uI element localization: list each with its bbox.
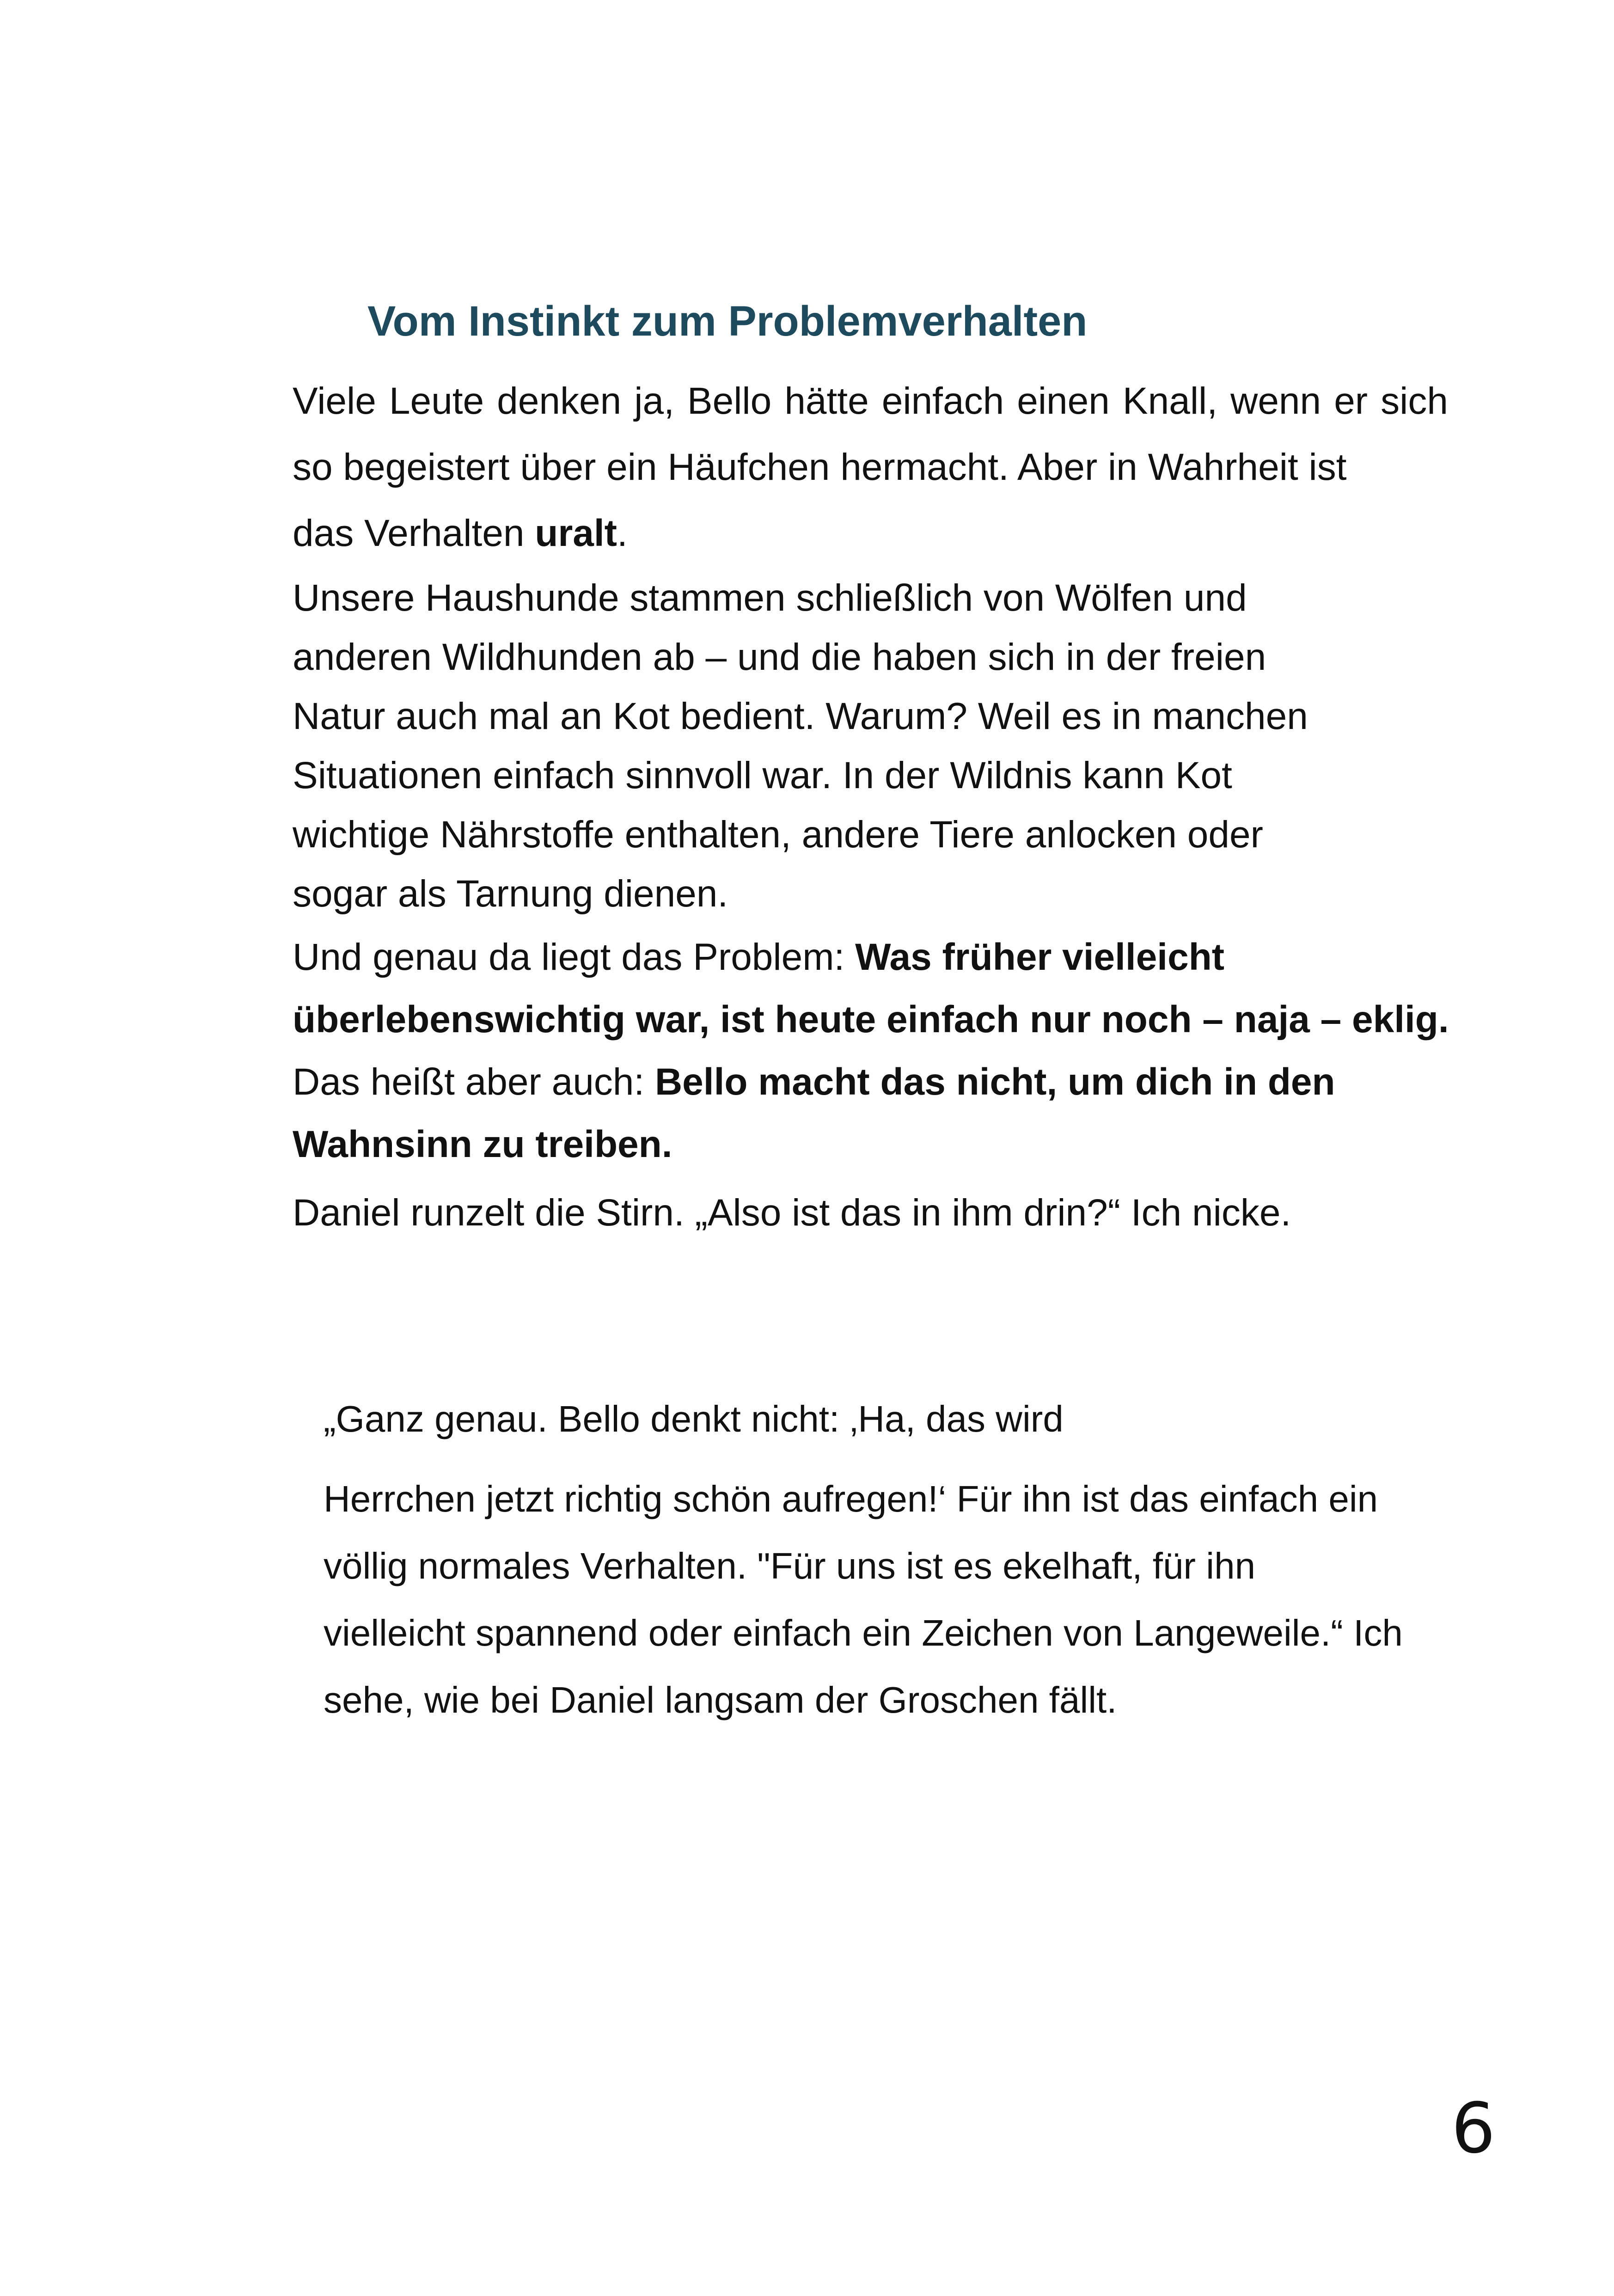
paragraph-daniel: Daniel runzelt die Stirn. „Also ist das in ihm drin?“ Ich nicke. (293, 1192, 1291, 1234)
paragraph-problem-line-1 (293, 926, 1494, 988)
paragraph-intro-line-1: Viele Leute denken ja, Bello hätte einfach einen Knall, wenn er sich (293, 380, 1448, 422)
emphasis-uralt: uralt (535, 512, 617, 554)
paragraph-problem (293, 926, 1494, 1176)
paragraph-intro-line-3-prefix: das Verhalten (293, 512, 535, 554)
paragraph-problem-line-2 (293, 988, 1494, 1051)
paragraph-problem-line-4-bold: Wahnsinn zu treiben. (293, 1123, 672, 1165)
quote-body (324, 1465, 1456, 1733)
paragraph-problem-line-3 (293, 1051, 1494, 1113)
paragraph-origin-line-5: wichtige Nährstoffe enthalten, andere Tiere anlocken oder (293, 814, 1263, 856)
section-heading: Vom Instinkt zum Problemverhalten (367, 298, 1088, 345)
paragraph-origin-line-1: Unsere Haushunde stammen schließlich von Wölfen und (293, 577, 1247, 619)
paragraph-intro-line-3-suffix: . (617, 512, 628, 554)
quote-intro: „Ganz genau. Bello denkt nicht: ‚Ha, das wird (324, 1398, 1064, 1439)
paragraph-problem-line-1-prefix: Und genau da liegt das Problem: (293, 936, 856, 978)
paragraph-origin (293, 569, 1448, 924)
paragraph-problem-line-4 (293, 1113, 1494, 1176)
quote-body-line-1: Herrchen jetzt richtig schön aufregen!‘ Für ihn ist das einfach ein (324, 1478, 1378, 1519)
paragraph-intro-line-2: so begeistert über ein Häufchen hermacht. Aber in Wahrheit ist (293, 446, 1347, 488)
paragraph-origin-line-2: anderen Wildhunden ab – und die haben sich in der freien (293, 636, 1266, 678)
quote-body-line-2: völlig normales Verhalten. "Für uns ist es ekelhaft, für ihn (324, 1545, 1256, 1586)
paragraph-intro (293, 368, 1448, 566)
quote-body-line-4: sehe, wie bei Daniel langsam der Groschen fällt. (324, 1679, 1117, 1720)
paragraph-problem-line-1-bold: Was früher vielleicht (855, 936, 1225, 978)
paragraph-problem-line-3-bold: Bello macht das nicht, um dich in den (654, 1061, 1335, 1103)
paragraph-origin-line-3: Natur auch mal an Kot bedient. Warum? Weil es in manchen (293, 695, 1308, 737)
paragraph-origin-line-6: sogar als Tarnung dienen. (293, 873, 728, 915)
paragraph-origin-line-4: Situationen einfach sinnvoll war. In der Wildnis kann Kot (293, 754, 1232, 796)
paragraph-problem-line-2-bold: überlebenswichtig war, ist heute einfach nur noch – naja – eklig. (293, 998, 1449, 1041)
page-number: 6 (1451, 2088, 1496, 2169)
paragraph-intro-line-3 (293, 500, 1448, 566)
paragraph-problem-line-3-prefix: Das heißt aber auch: (293, 1061, 655, 1103)
quote-body-line-3: vielleicht spannend oder einfach ein Zeichen von Langeweile.“ Ich (324, 1612, 1403, 1653)
